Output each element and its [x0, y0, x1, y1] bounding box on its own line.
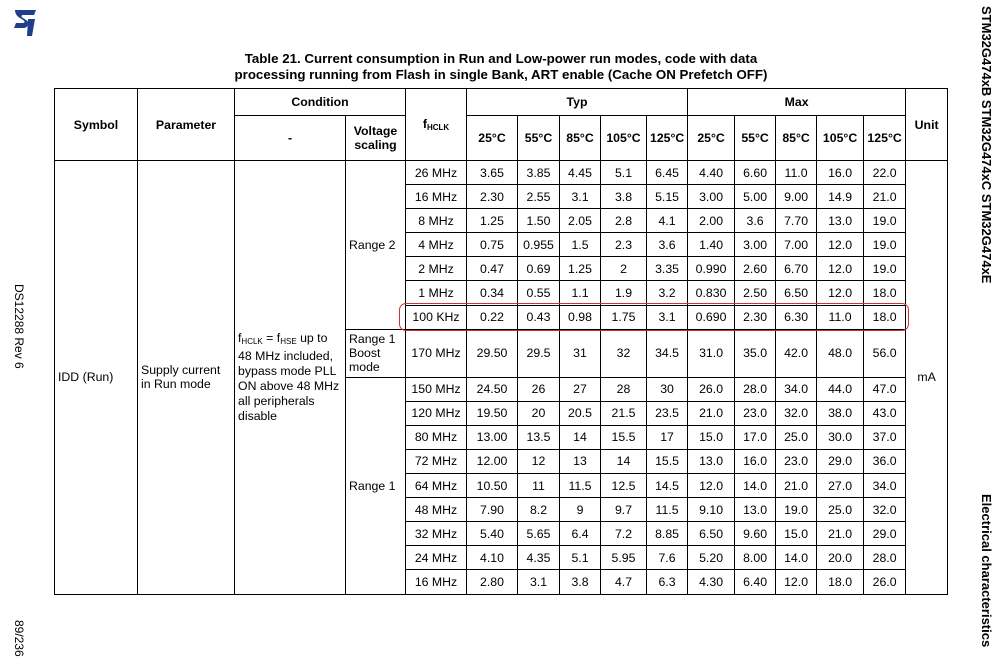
cell-typ: 14.5: [647, 474, 688, 498]
cell-typ: 28: [601, 377, 647, 401]
cell-max: 0.830: [688, 281, 735, 305]
header-typ-125: 125°C: [647, 116, 688, 161]
cell-max: 23.0: [776, 449, 817, 473]
cell-max: 2.30: [735, 305, 776, 329]
cell-typ: 3.1: [518, 570, 560, 594]
cell-max: 16.0: [817, 161, 864, 185]
cell-fhclk: 72 MHz: [406, 449, 467, 473]
section-title: Electrical characteristics: [979, 494, 994, 648]
cell-max: 2.60: [735, 257, 776, 281]
cell-typ: 3.1: [560, 185, 601, 209]
table-title-line1: Table 21. Current consumption in Run and Low-power run modes, code with data: [244, 51, 758, 66]
cond-rest: up to 48 MHz included, bypass mode PLL ON above 48 MHz all peripherals disable: [238, 330, 340, 423]
cell-max: 35.0: [735, 329, 776, 377]
cell-typ: 20.5: [560, 401, 601, 425]
cell-typ: 23.5: [647, 401, 688, 425]
cell-typ: 13.5: [518, 425, 560, 449]
header-typ-105: 105°C: [601, 116, 647, 161]
current-consumption-table: [54, 88, 948, 595]
cell-typ: 6.3: [647, 570, 688, 594]
cell-typ: 2.3: [601, 233, 647, 257]
cell-typ: 15.5: [601, 425, 647, 449]
table-body: [55, 161, 948, 595]
cell-max: 18.0: [864, 281, 906, 305]
cell-max: 2.00: [688, 209, 735, 233]
cell-typ: 1.50: [518, 209, 560, 233]
cell-max: 8.00: [735, 546, 776, 570]
cell-typ: 2.80: [467, 570, 518, 594]
cell-typ: 6.4: [560, 522, 601, 546]
cell-max: 32.0: [776, 401, 817, 425]
cell-max: 17.0: [735, 425, 776, 449]
cell-max: 12.0: [817, 233, 864, 257]
cell-max: 12.0: [817, 257, 864, 281]
cell-range-1-boost: Range 1 Boost mode: [346, 329, 406, 377]
cell-typ: 14: [560, 425, 601, 449]
cell-max: 6.60: [735, 161, 776, 185]
cell-max: 34.0: [864, 474, 906, 498]
cell-max: 4.40: [688, 161, 735, 185]
cell-typ: 0.55: [518, 281, 560, 305]
header-voltage-scaling: Voltage scaling: [346, 116, 406, 161]
cell-condition: [235, 161, 346, 595]
table-title: [54, 51, 948, 83]
cell-max: 6.50: [776, 281, 817, 305]
cell-fhclk: 80 MHz: [406, 425, 467, 449]
cell-max: 34.0: [776, 377, 817, 401]
cell-typ: 11.5: [647, 498, 688, 522]
cell-typ: 0.22: [467, 305, 518, 329]
cell-typ: 5.15: [647, 185, 688, 209]
cell-typ: 5.1: [560, 546, 601, 570]
cell-fhclk: 16 MHz: [406, 570, 467, 594]
header-typ-85: 85°C: [560, 116, 601, 161]
cell-max: 43.0: [864, 401, 906, 425]
header-cond-dash: -: [235, 116, 346, 161]
cell-max: 6.70: [776, 257, 817, 281]
cell-max: 16.0: [735, 449, 776, 473]
cell-max: 21.0: [776, 474, 817, 498]
cell-max: 28.0: [864, 546, 906, 570]
header-max-85: 85°C: [776, 116, 817, 161]
cell-typ: 1.25: [467, 209, 518, 233]
cell-typ: 11.5: [560, 474, 601, 498]
cell-max: 15.0: [776, 522, 817, 546]
cell-typ: 34.5: [647, 329, 688, 377]
cell-max: 23.0: [735, 401, 776, 425]
cell-max: 25.0: [776, 425, 817, 449]
header-max-105: 105°C: [817, 116, 864, 161]
cell-typ: 26: [518, 377, 560, 401]
cell-typ: 2.05: [560, 209, 601, 233]
cell-max: 13.0: [817, 209, 864, 233]
header-symbol: Symbol: [55, 89, 138, 161]
cell-typ: 7.6: [647, 546, 688, 570]
cell-max: 11.0: [817, 305, 864, 329]
cell-typ: 12.5: [601, 474, 647, 498]
cell-max: 13.0: [688, 449, 735, 473]
table-row: [55, 161, 948, 185]
header-max-125: 125°C: [864, 116, 906, 161]
cell-typ: 6.45: [647, 161, 688, 185]
cell-max: 6.50: [688, 522, 735, 546]
cell-max: 9.00: [776, 185, 817, 209]
cell-max: 42.0: [776, 329, 817, 377]
cell-typ: 2.8: [601, 209, 647, 233]
cell-max: 12.0: [817, 281, 864, 305]
cell-typ: 1.5: [560, 233, 601, 257]
cell-max: 20.0: [817, 546, 864, 570]
cell-max: 21.0: [864, 185, 906, 209]
cond-eq: = f: [262, 330, 281, 345]
cell-typ: 11: [518, 474, 560, 498]
st-logo-icon: [12, 8, 38, 38]
part-numbers: STM32G474xB STM32G474xC STM32G474xE: [979, 6, 994, 284]
cell-max: 38.0: [817, 401, 864, 425]
cell-typ: 3.8: [560, 570, 601, 594]
cell-typ: 0.34: [467, 281, 518, 305]
cell-max: 44.0: [817, 377, 864, 401]
cell-max: 31.0: [688, 329, 735, 377]
cell-typ: 1.25: [560, 257, 601, 281]
cell-max: 12.0: [688, 474, 735, 498]
cell-typ: 3.65: [467, 161, 518, 185]
cell-max: 13.0: [735, 498, 776, 522]
cell-typ: 7.90: [467, 498, 518, 522]
cell-parameter: Supply current in Run mode: [138, 161, 235, 595]
cell-typ: 24.50: [467, 377, 518, 401]
cell-fhclk: 2 MHz: [406, 257, 467, 281]
cell-max: 1.40: [688, 233, 735, 257]
header-condition: Condition: [235, 89, 406, 116]
cell-max: 19.0: [864, 209, 906, 233]
cell-fhclk: 64 MHz: [406, 474, 467, 498]
cell-typ: 4.10: [467, 546, 518, 570]
header-max-25: 25°C: [688, 116, 735, 161]
cell-typ: 3.2: [647, 281, 688, 305]
cell-max: 36.0: [864, 449, 906, 473]
cell-max: 18.0: [817, 570, 864, 594]
cell-fhclk: 170 MHz: [406, 329, 467, 377]
cell-typ: 1.1: [560, 281, 601, 305]
cell-max: 22.0: [864, 161, 906, 185]
cell-max: 48.0: [817, 329, 864, 377]
cell-max: 9.10: [688, 498, 735, 522]
header-max: Max: [688, 89, 906, 116]
cell-max: 12.0: [776, 570, 817, 594]
cell-max: 4.30: [688, 570, 735, 594]
cell-typ: 0.98: [560, 305, 601, 329]
cell-typ: 4.1: [647, 209, 688, 233]
cell-max: 19.0: [864, 233, 906, 257]
cell-typ: 32: [601, 329, 647, 377]
cell-typ: 2.30: [467, 185, 518, 209]
cell-max: 3.6: [735, 209, 776, 233]
cell-max: 28.0: [735, 377, 776, 401]
cell-typ: 4.45: [560, 161, 601, 185]
cell-typ: 17: [647, 425, 688, 449]
cell-fhclk: 4 MHz: [406, 233, 467, 257]
cell-typ: 8.85: [647, 522, 688, 546]
cell-typ: 5.40: [467, 522, 518, 546]
cell-typ: 7.2: [601, 522, 647, 546]
cell-typ: 4.7: [601, 570, 647, 594]
cell-fhclk: 1 MHz: [406, 281, 467, 305]
cell-typ: 5.65: [518, 522, 560, 546]
cell-typ: 2.55: [518, 185, 560, 209]
cell-max: 47.0: [864, 377, 906, 401]
cell-typ: 8.2: [518, 498, 560, 522]
cell-fhclk: 32 MHz: [406, 522, 467, 546]
page-number: 89/236: [12, 620, 26, 657]
cell-max: 11.0: [776, 161, 817, 185]
cell-max: 26.0: [688, 377, 735, 401]
cell-max: 29.0: [817, 449, 864, 473]
cell-max: 37.0: [864, 425, 906, 449]
cell-max: 30.0: [817, 425, 864, 449]
cell-typ: 0.69: [518, 257, 560, 281]
cell-typ: 20: [518, 401, 560, 425]
cell-fhclk: 8 MHz: [406, 209, 467, 233]
cell-max: 19.0: [776, 498, 817, 522]
cell-max: 14.0: [776, 546, 817, 570]
fhclk-f: f: [422, 117, 427, 131]
cell-max: 2.50: [735, 281, 776, 305]
cell-max: 0.990: [688, 257, 735, 281]
cell-typ: 3.8: [601, 185, 647, 209]
cell-typ: 0.47: [467, 257, 518, 281]
cell-typ: 13: [560, 449, 601, 473]
cell-fhclk: 100 KHz: [406, 305, 467, 329]
cell-max: 21.0: [817, 522, 864, 546]
cell-max: 32.0: [864, 498, 906, 522]
cell-max: 19.0: [864, 257, 906, 281]
cell-max: 15.0: [688, 425, 735, 449]
cell-range-1: Range 1: [346, 377, 406, 594]
header-typ-25: 25°C: [467, 116, 518, 161]
cell-fhclk: 16 MHz: [406, 185, 467, 209]
cell-typ: 12.00: [467, 449, 518, 473]
cell-max: 6.30: [776, 305, 817, 329]
cell-typ: 3.1: [647, 305, 688, 329]
cell-typ: 30: [647, 377, 688, 401]
cell-typ: 3.35: [647, 257, 688, 281]
cell-max: 3.00: [735, 233, 776, 257]
cell-max: 0.690: [688, 305, 735, 329]
table-title-line2: processing running from Flash in single Bank, ART enable (Cache ON Prefetch OFF): [234, 67, 768, 82]
cell-typ: 10.50: [467, 474, 518, 498]
cell-typ: 29.50: [467, 329, 518, 377]
cell-max: 6.40: [735, 570, 776, 594]
cell-typ: 0.955: [518, 233, 560, 257]
cell-max: 5.00: [735, 185, 776, 209]
cell-fhclk: 48 MHz: [406, 498, 467, 522]
cell-fhclk: 120 MHz: [406, 401, 467, 425]
cell-fhclk: 24 MHz: [406, 546, 467, 570]
cell-typ: 15.5: [647, 449, 688, 473]
header-max-55: 55°C: [735, 116, 776, 161]
cell-range-2: Range 2: [346, 161, 406, 330]
cell-max: 21.0: [688, 401, 735, 425]
cell-typ: 9.7: [601, 498, 647, 522]
cell-typ: 27: [560, 377, 601, 401]
cell-max: 27.0: [817, 474, 864, 498]
cell-typ: 3.6: [647, 233, 688, 257]
cell-typ: 5.1: [601, 161, 647, 185]
cell-unit: mA: [906, 161, 948, 595]
cell-max: 14.0: [735, 474, 776, 498]
cell-max: 3.00: [688, 185, 735, 209]
cell-max: 7.70: [776, 209, 817, 233]
cell-max: 18.0: [864, 305, 906, 329]
cell-typ: 19.50: [467, 401, 518, 425]
cell-typ: 31: [560, 329, 601, 377]
cell-max: 5.20: [688, 546, 735, 570]
cond-f1: f: [238, 330, 242, 345]
cell-typ: 1.75: [601, 305, 647, 329]
cell-typ: 0.75: [467, 233, 518, 257]
fhclk-sub: HCLK: [426, 123, 450, 132]
cond-sub-hse: HSE: [280, 336, 297, 346]
cell-typ: 21.5: [601, 401, 647, 425]
cell-max: 7.00: [776, 233, 817, 257]
cell-typ: 2: [601, 257, 647, 281]
cell-typ: 5.95: [601, 546, 647, 570]
doc-id: DS12288 Rev 6: [12, 284, 26, 369]
cell-max: 29.0: [864, 522, 906, 546]
cell-typ: 4.35: [518, 546, 560, 570]
cell-max: 26.0: [864, 570, 906, 594]
cell-max: 14.9: [817, 185, 864, 209]
cell-max: 9.60: [735, 522, 776, 546]
header-parameter: Parameter: [138, 89, 235, 161]
cell-typ: 3.85: [518, 161, 560, 185]
cell-fhclk: 150 MHz: [406, 377, 467, 401]
cell-typ: 12: [518, 449, 560, 473]
header-typ-55: 55°C: [518, 116, 560, 161]
cell-max: 25.0: [817, 498, 864, 522]
cell-typ: 0.43: [518, 305, 560, 329]
cell-typ: 9: [560, 498, 601, 522]
header-typ: Typ: [467, 89, 688, 116]
cell-typ: 13.00: [467, 425, 518, 449]
cell-fhclk: 26 MHz: [406, 161, 467, 185]
cell-typ: 1.9: [601, 281, 647, 305]
header-unit: Unit: [906, 89, 948, 161]
cell-max: 56.0: [864, 329, 906, 377]
cond-sub-hclk: HCLK: [241, 336, 263, 346]
cell-symbol: IDD (Run): [55, 161, 138, 595]
header-fhclk: [406, 89, 467, 161]
cell-typ: 29.5: [518, 329, 560, 377]
cell-typ: 14: [601, 449, 647, 473]
